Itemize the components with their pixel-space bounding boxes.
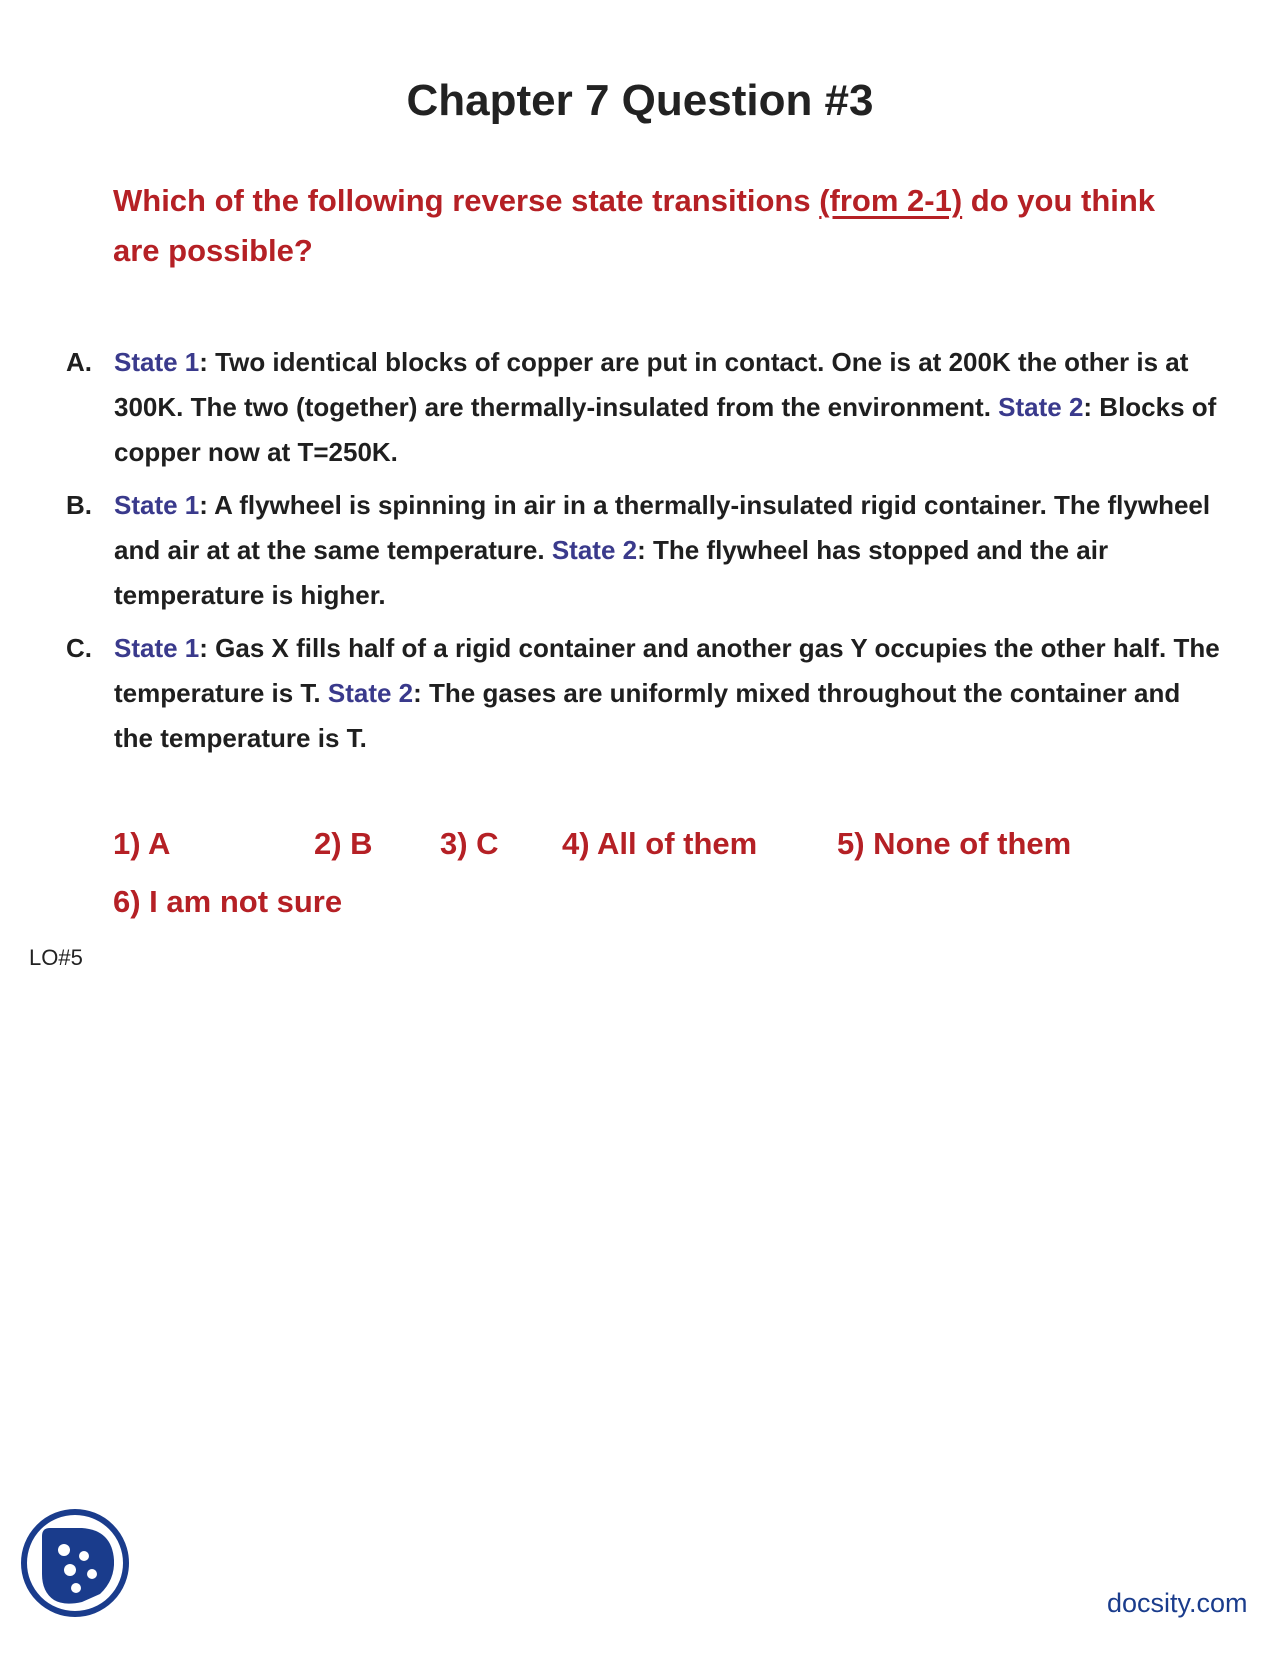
state-2-text: : Blocks of copper now at T=250K.	[114, 392, 1217, 467]
option-list	[66, 340, 1226, 769]
state-1-label: State 1	[114, 347, 200, 377]
answer-1: 1) A	[113, 826, 171, 861]
docsity-logo-icon	[20, 1508, 130, 1618]
option-letter: A.	[66, 347, 92, 377]
answer-5: 5) None of them	[837, 826, 1072, 861]
state-2-label: State 2	[327, 678, 414, 708]
option-c	[66, 626, 1226, 761]
question-text	[113, 176, 1193, 276]
question-after: do you think are possible?	[113, 183, 1156, 268]
state-1-label: State 1	[114, 490, 200, 520]
answer-6: 6) I am not sure	[113, 884, 343, 919]
state-2-label: State 2	[998, 392, 1084, 422]
answer-3: 3) C	[440, 826, 499, 861]
state-1-label: State 1	[114, 633, 200, 663]
option-b	[66, 483, 1226, 618]
option-letter: B.	[66, 490, 92, 520]
learning-objective-label: LO#5	[29, 945, 83, 970]
state-1-text: : Two identical blocks of copper are put in contact. One is at 200K the other is at 300K. The two (together) are thermally-insulated from the environment.	[114, 347, 1189, 422]
question-underlined: (from 2-1)	[819, 183, 963, 218]
option-letter: C.	[66, 633, 92, 663]
option-a	[66, 340, 1226, 475]
state-1-text: : A flywheel is spinning in air in a thermally-insulated rigid container. The flywheel and air at at the same temperature.	[114, 490, 1211, 565]
state-1-text: : Gas X fills half of a rigid container and another gas Y occupies the other half. The temperature is T.	[114, 633, 1220, 708]
answer-2: 2) B	[314, 826, 373, 861]
state-2-text: : The gases are uniformly mixed throughout the container and the temperature is T.	[114, 678, 1181, 753]
answer-4: 4) All of them	[562, 826, 758, 861]
question-before: Which of the following reverse state transitions	[113, 183, 820, 218]
page-title: Chapter 7 Question #3	[406, 76, 874, 125]
docsity-link[interactable]: docsity.com	[1107, 1588, 1248, 1618]
state-2-label: State 2	[551, 535, 638, 565]
state-2-text: : The flywheel has stopped and the air temperature is higher.	[114, 535, 1109, 610]
